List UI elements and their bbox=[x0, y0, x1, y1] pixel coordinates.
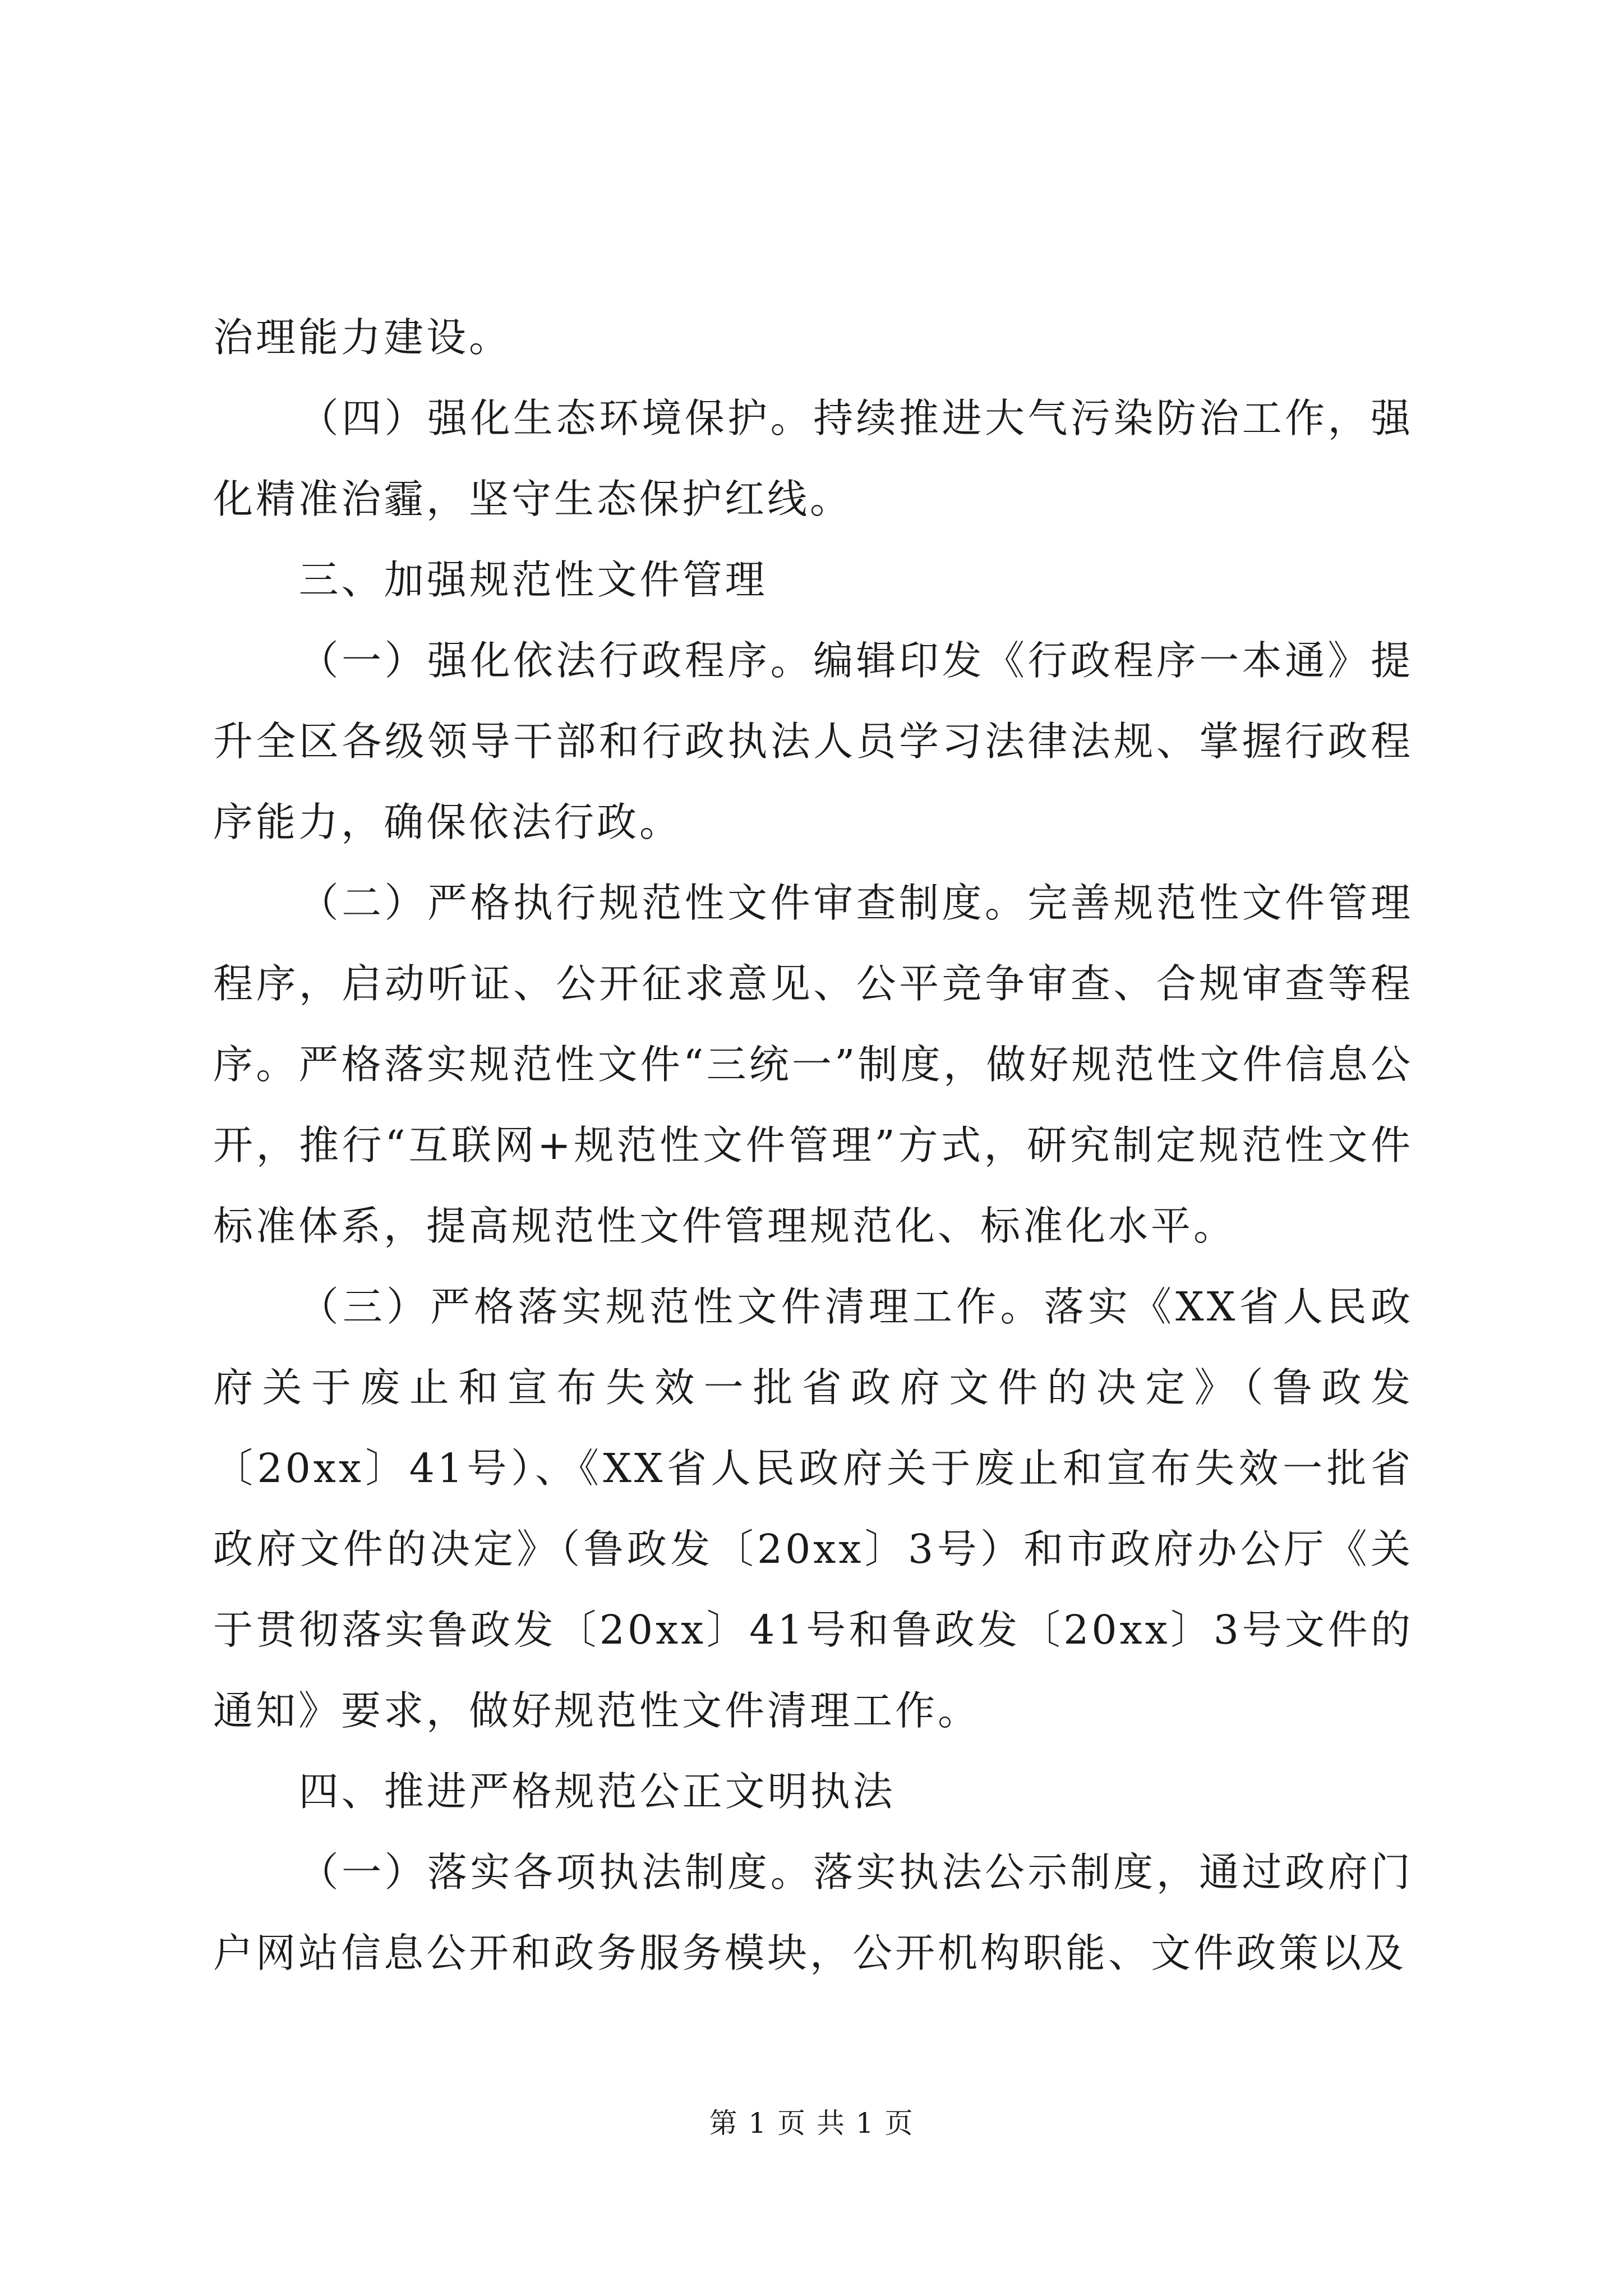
document-body bbox=[213, 297, 1413, 1994]
paragraph-ecology-protection: （四）强化生态环境保护。持续推进大气污染防治工作，强化精准治霾，坚守生态保护红线。 bbox=[213, 395, 1413, 522]
paragraph-administrative-procedure: （一）强化依法行政程序。编辑印发《行政程序一本通》提升全区各级领导干部和行政执法人员学习法律法规、掌握行政程序能力，确保依法行政。 bbox=[213, 637, 1413, 845]
section-heading-normative-documents: 三、加强规范性文件管理 bbox=[298, 556, 768, 603]
paragraph-continuation: 治理能力建设。 bbox=[213, 314, 512, 361]
paragraph-document-cleanup: （三）严格落实规范性文件清理工作。落实《XX省人民政府关于废止和宣布失效一批省政府文件的决定》（鲁政发〔20xx〕41号）、《XX省人民政府关于废止和宣布失效一批省政府文件的决定》（鲁政发〔20xx〕3号）和市政府办公厅《关于贯彻落实鲁政发〔20xx〕41号和鲁政发〔20xx〕3号文件的通知》要求，做好规范性文件清理工作。 bbox=[213, 1283, 1413, 1734]
section-heading-law-enforcement: 四、推进严格规范公正文明执法 bbox=[298, 1768, 896, 1815]
paragraph-document-review: （二）严格执行规范性文件审查制度。完善规范性文件管理程序，启动听证、公开征求意见、公平竞争审查、合规审查等程序。严格落实规范性文件“三统一”制度，做好规范性文件信息公开，推行“互联网+规范性文件管理”方式，研究制定规范性文件标准体系，提高规范性文件管理规范化、标准化水平。 bbox=[213, 880, 1413, 1249]
paragraph-enforcement-systems: （一）落实各项执法制度。落实执法公示制度，通过政府门户网站信息公开和政务服务模块，公开机构职能、文件政策以及 bbox=[213, 1849, 1413, 1976]
page-footer: 第 1 页 共 1 页 bbox=[709, 2107, 914, 2139]
